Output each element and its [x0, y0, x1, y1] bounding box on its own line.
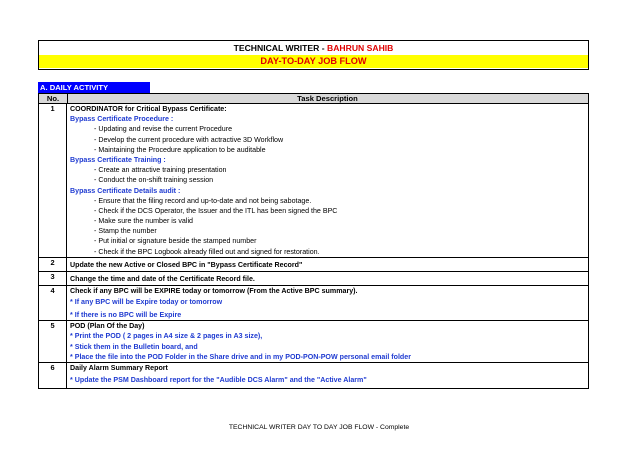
task-line: - Ensure that the filing record and up-to-date and not being sabotage. — [94, 196, 312, 205]
task-line: - Check if the BPC Logbook already filled out and signed for restoration. — [94, 247, 320, 256]
table-header — [38, 93, 589, 104]
row-description — [68, 258, 588, 271]
title-prefix: TECHNICAL WRITER - — [233, 43, 328, 53]
task-line: - Conduct the on-shift training session — [94, 176, 214, 185]
task-line: * If there is no BPC will be Expire — [70, 311, 182, 319]
table-row — [39, 104, 588, 258]
column-header-no: No. — [39, 94, 68, 103]
row-number: 1 — [39, 104, 67, 257]
page-subtitle: DAY-TO-DAY JOB FLOW — [39, 55, 588, 68]
task-line: - Stamp the number — [94, 227, 157, 236]
row-description — [68, 272, 588, 285]
row-number: 3 — [39, 272, 67, 285]
task-line: COORDINATOR for Critical Bypass Certificate: — [70, 105, 227, 113]
task-line: - Maintaining the Procedure application to be auditable — [94, 145, 266, 154]
task-line: * Stick them in the Bulletin board, and — [70, 342, 198, 351]
task-line: Bypass Certificate Details audit : — [70, 186, 181, 195]
table-row — [39, 363, 588, 389]
title-name: BAHRUN SAHIB — [327, 43, 394, 53]
page-footer: TECHNICAL WRITER DAY TO DAY JOB FLOW - Complete — [228, 424, 410, 431]
row-description — [68, 321, 588, 362]
task-line: Bypass Certificate Training : — [70, 155, 166, 164]
task-line: * If any BPC will be Expire today or tomorrow — [70, 298, 223, 306]
task-line: - Check if the DCS Operator, the Issuer and the ITL has been signed the BPC — [94, 206, 338, 215]
task-line: * Update the PSM Dashboard report for the "Audible DCS Alarm" and the "Active Alarm" — [70, 376, 367, 385]
title-box — [38, 40, 589, 70]
task-line: * Place the file into the POD Folder in the Share drive and in my POD-PON-POW personal email folder — [70, 352, 411, 361]
task-line: Update the new Active or Closed BPC in "Bypass Certificate Record" — [70, 260, 303, 269]
task-line: - Put initial or signature beside the stamped number — [94, 237, 257, 246]
table-row — [39, 272, 588, 286]
task-line: * Print the POD ( 2 pages in A4 size & 2 pages in A3 size), — [70, 332, 263, 341]
column-header-task: Task Description — [297, 94, 358, 103]
row-description — [68, 286, 588, 320]
task-table — [38, 104, 589, 389]
task-line: - Create an attractive training presentation — [94, 166, 227, 175]
task-line: Bypass Certificate Procedure : — [70, 115, 174, 124]
table-row — [39, 321, 588, 363]
task-line: - Make sure the number is valid — [94, 217, 193, 226]
row-number: 6 — [39, 363, 67, 388]
task-line: Daily Alarm Summary Report — [70, 363, 168, 372]
task-line: - Develop the current procedure with actractive 3D Workflow — [94, 135, 284, 144]
row-description — [68, 104, 588, 257]
task-line: POD (Plan Of the Day) — [70, 322, 145, 331]
task-line: - Updating and revise the current Procedure — [94, 125, 233, 134]
section-label: A. DAILY ACTIVITY — [38, 82, 150, 93]
row-description — [68, 363, 588, 388]
page-title — [39, 43, 588, 54]
job-flow-sheet — [38, 40, 589, 385]
row-number: 2 — [39, 258, 67, 271]
row-number: 5 — [39, 321, 67, 362]
row-number: 4 — [39, 286, 67, 320]
table-row — [39, 258, 588, 272]
task-line: Change the time and date of the Certificate Record file. — [70, 274, 255, 283]
task-line: Check if any BPC will be EXPIRE today or tomorrow (From the Active BPC summary). — [70, 286, 358, 295]
table-row — [39, 286, 588, 321]
